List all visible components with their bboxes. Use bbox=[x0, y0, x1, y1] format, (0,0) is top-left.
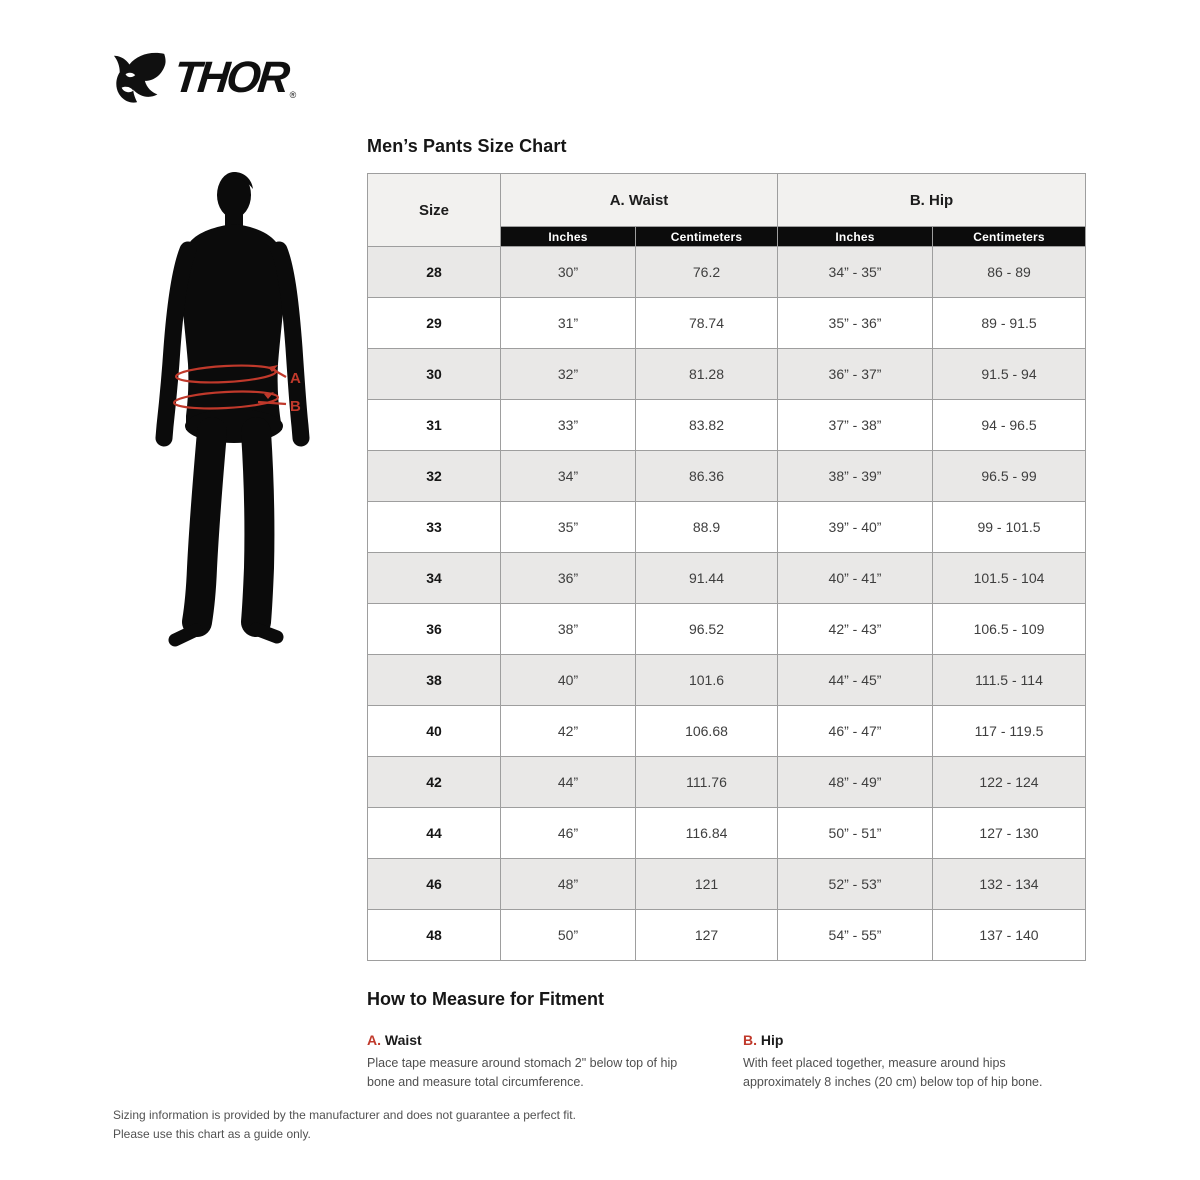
hip-in-cell: 48” - 49” bbox=[778, 757, 933, 808]
waist-cm-cell: 78.74 bbox=[636, 298, 778, 349]
hip-in-cell: 34” - 35” bbox=[778, 247, 933, 298]
table-row bbox=[368, 910, 1086, 961]
hip-in-cell: 36” - 37” bbox=[778, 349, 933, 400]
hip-in-cell: 44” - 45” bbox=[778, 655, 933, 706]
hip-cm-cell: 132 - 134 bbox=[933, 859, 1086, 910]
waist-instruction-text: Place tape measure around stomach 2" below top of hip bone and measure total circumference. bbox=[367, 1056, 678, 1090]
waist-in-cell: 50” bbox=[501, 910, 636, 961]
how-to-measure-section bbox=[367, 989, 1107, 1093]
col-group-hip: B. Hip bbox=[778, 174, 1086, 227]
size-cell: 28 bbox=[368, 247, 501, 298]
hip-cm-cell: 94 - 96.5 bbox=[933, 400, 1086, 451]
table-row bbox=[368, 502, 1086, 553]
hip-label-b: B bbox=[290, 398, 301, 415]
disclaimer bbox=[113, 1106, 576, 1144]
subheader-hip-inches: Inches bbox=[778, 227, 933, 247]
waist-letter: A. bbox=[367, 1032, 381, 1048]
table-row bbox=[368, 451, 1086, 502]
waist-in-cell: 32” bbox=[501, 349, 636, 400]
subheader-waist-centimeters: Centimeters bbox=[636, 227, 778, 247]
hip-in-cell: 38” - 39” bbox=[778, 451, 933, 502]
page-title: Men’s Pants Size Chart bbox=[367, 136, 567, 156]
table-row bbox=[368, 553, 1086, 604]
hip-cm-cell: 96.5 - 99 bbox=[933, 451, 1086, 502]
waist-instructions bbox=[367, 1032, 707, 1093]
size-cell: 46 bbox=[368, 859, 501, 910]
size-cell: 29 bbox=[368, 298, 501, 349]
waist-cm-cell: 86.36 bbox=[636, 451, 778, 502]
table-row bbox=[368, 349, 1086, 400]
waist-cm-cell: 81.28 bbox=[636, 349, 778, 400]
hip-word: Hip bbox=[760, 1032, 784, 1048]
body-silhouette-figure bbox=[146, 168, 318, 660]
waist-in-cell: 33” bbox=[501, 400, 636, 451]
size-cell: 30 bbox=[368, 349, 501, 400]
waist-word: Waist bbox=[384, 1032, 422, 1048]
waist-in-cell: 34” bbox=[501, 451, 636, 502]
table-row bbox=[368, 859, 1086, 910]
table-row bbox=[368, 655, 1086, 706]
table-group-header-row bbox=[368, 174, 1086, 227]
waist-in-cell: 40” bbox=[501, 655, 636, 706]
waist-in-cell: 35” bbox=[501, 502, 636, 553]
waist-in-cell: 42” bbox=[501, 706, 636, 757]
waist-in-cell: 30” bbox=[501, 247, 636, 298]
waist-in-cell: 44” bbox=[501, 757, 636, 808]
hip-cm-cell: 127 - 130 bbox=[933, 808, 1086, 859]
waist-cm-cell: 83.82 bbox=[636, 400, 778, 451]
disclaimer-line1: Sizing information is provided by the manufacturer and does not guarantee a perfect fit. bbox=[113, 1108, 576, 1122]
size-cell: 44 bbox=[368, 808, 501, 859]
table-row bbox=[368, 604, 1086, 655]
size-cell: 31 bbox=[368, 400, 501, 451]
hip-cm-cell: 137 - 140 bbox=[933, 910, 1086, 961]
hip-in-cell: 40” - 41” bbox=[778, 553, 933, 604]
table-row bbox=[368, 706, 1086, 757]
waist-label-a: A bbox=[290, 370, 301, 387]
table-row bbox=[368, 808, 1086, 859]
waist-cm-cell: 106.68 bbox=[636, 706, 778, 757]
size-cell: 36 bbox=[368, 604, 501, 655]
size-cell: 32 bbox=[368, 451, 501, 502]
hip-in-cell: 35” - 36” bbox=[778, 298, 933, 349]
waist-in-cell: 38” bbox=[501, 604, 636, 655]
col-group-waist: A. Waist bbox=[501, 174, 778, 227]
table-row bbox=[368, 247, 1086, 298]
hip-in-cell: 42” - 43” bbox=[778, 604, 933, 655]
brand-wordmark: THOR bbox=[171, 53, 290, 102]
waist-in-cell: 46” bbox=[501, 808, 636, 859]
disclaimer-line2: Please use this chart as a guide only. bbox=[113, 1127, 311, 1142]
waist-cm-cell: 76.2 bbox=[636, 247, 778, 298]
hip-cm-cell: 89 - 91.5 bbox=[933, 298, 1086, 349]
waist-in-cell: 31” bbox=[501, 298, 636, 349]
waist-cm-cell: 121 bbox=[636, 859, 778, 910]
size-cell: 34 bbox=[368, 553, 501, 604]
measure-heading: How to Measure for Fitment bbox=[367, 989, 605, 1009]
hip-in-cell: 37” - 38” bbox=[778, 400, 933, 451]
waist-cm-cell: 96.52 bbox=[636, 604, 778, 655]
brand-logo bbox=[112, 50, 296, 106]
waist-cm-cell: 88.9 bbox=[636, 502, 778, 553]
size-table bbox=[367, 173, 1086, 961]
hip-in-cell: 50” - 51” bbox=[778, 808, 933, 859]
waist-in-cell: 36” bbox=[501, 553, 636, 604]
hip-cm-cell: 99 - 101.5 bbox=[933, 502, 1086, 553]
table-row bbox=[368, 298, 1086, 349]
hip-cm-cell: 86 - 89 bbox=[933, 247, 1086, 298]
subheader-waist-inches: Inches bbox=[501, 227, 636, 247]
waist-in-cell: 48” bbox=[501, 859, 636, 910]
waist-cm-cell: 91.44 bbox=[636, 553, 778, 604]
table-row bbox=[368, 757, 1086, 808]
table-row bbox=[368, 400, 1086, 451]
hip-cm-cell: 117 - 119.5 bbox=[933, 706, 1086, 757]
size-cell: 38 bbox=[368, 655, 501, 706]
size-cell: 48 bbox=[368, 910, 501, 961]
hip-letter: B. bbox=[743, 1032, 757, 1048]
hip-cm-cell: 106.5 - 109 bbox=[933, 604, 1086, 655]
registered-mark-icon: ® bbox=[289, 90, 297, 100]
size-cell: 33 bbox=[368, 502, 501, 553]
waist-cm-cell: 111.76 bbox=[636, 757, 778, 808]
waist-cm-cell: 127 bbox=[636, 910, 778, 961]
waist-instruction-title bbox=[367, 1032, 707, 1048]
hip-instruction-text: With feet placed together, measure around hips approximately 8 inches (20 cm) below top of hip bone. bbox=[743, 1056, 1043, 1090]
hip-cm-cell: 111.5 - 114 bbox=[933, 655, 1086, 706]
col-header-size: Size bbox=[368, 174, 501, 247]
hip-in-cell: 46” - 47” bbox=[778, 706, 933, 757]
size-cell: 40 bbox=[368, 706, 501, 757]
hip-instruction-title bbox=[743, 1032, 1083, 1048]
subheader-hip-centimeters: Centimeters bbox=[933, 227, 1086, 247]
hip-cm-cell: 101.5 - 104 bbox=[933, 553, 1086, 604]
waist-cm-cell: 101.6 bbox=[636, 655, 778, 706]
hip-in-cell: 39” - 40” bbox=[778, 502, 933, 553]
waist-cm-cell: 116.84 bbox=[636, 808, 778, 859]
hip-in-cell: 54” - 55” bbox=[778, 910, 933, 961]
hip-in-cell: 52” - 53” bbox=[778, 859, 933, 910]
hip-cm-cell: 91.5 - 94 bbox=[933, 349, 1086, 400]
size-cell: 42 bbox=[368, 757, 501, 808]
hip-instructions bbox=[743, 1032, 1083, 1093]
thor-helmet-icon bbox=[112, 50, 170, 106]
hip-cm-cell: 122 - 124 bbox=[933, 757, 1086, 808]
